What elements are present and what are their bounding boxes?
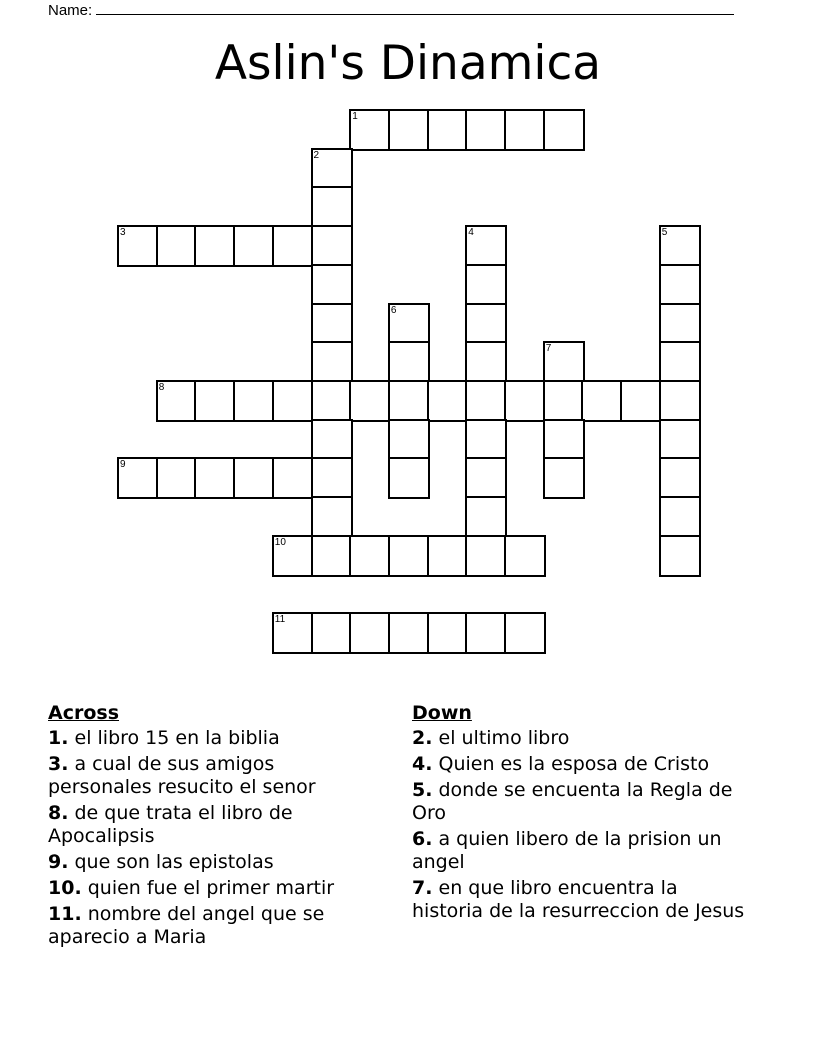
grid-cell[interactable] — [233, 225, 275, 267]
clue-down — [412, 753, 752, 776]
grid-cell[interactable] — [272, 612, 314, 654]
cell-number: 10 — [274, 536, 286, 548]
grid-cell[interactable] — [349, 535, 391, 577]
grid-cell[interactable] — [194, 380, 236, 422]
grid-cell[interactable] — [465, 264, 507, 306]
page-title: Aslin's Dinamica — [214, 36, 602, 91]
cell-number: 9 — [120, 459, 126, 471]
clue-across — [48, 903, 378, 949]
clue-text: en que libro encuentra la historia de la resurreccion de Jesus — [412, 877, 745, 922]
grid-cell[interactable] — [311, 186, 353, 228]
grid-cell[interactable] — [311, 303, 353, 345]
grid-cell[interactable] — [311, 341, 353, 383]
grid-cell[interactable] — [465, 225, 507, 267]
grid-cell[interactable] — [659, 457, 701, 499]
grid-cell[interactable] — [388, 341, 430, 383]
down-heading: Down — [412, 702, 472, 724]
grid-cell[interactable] — [465, 612, 507, 654]
clue-text: Quien es la esposa de Cristo — [438, 753, 710, 775]
down-clues — [412, 702, 752, 926]
grid-cell[interactable] — [504, 380, 546, 422]
clue-text: que son las epistolas — [74, 851, 274, 873]
grid-cell[interactable] — [659, 341, 701, 383]
grid-cell[interactable] — [117, 225, 159, 267]
grid-cell[interactable] — [388, 109, 430, 151]
grid-cell[interactable] — [349, 380, 391, 422]
grid-cell[interactable] — [388, 612, 430, 654]
grid-cell[interactable] — [233, 457, 275, 499]
grid-cell[interactable] — [427, 109, 469, 151]
grid-cell[interactable] — [272, 225, 314, 267]
cell-number: 3 — [120, 227, 126, 239]
cell-number: 7 — [545, 343, 552, 355]
clue-down — [412, 727, 752, 750]
grid-cell[interactable] — [388, 419, 430, 461]
clue-down — [412, 877, 752, 923]
grid-cell[interactable] — [465, 303, 507, 345]
grid-cell[interactable] — [272, 457, 314, 499]
clue-number: 5. — [412, 779, 433, 801]
grid-cell[interactable] — [465, 457, 507, 499]
cell-number: 2 — [313, 149, 320, 161]
clue-across — [48, 851, 378, 874]
grid-cell[interactable] — [194, 225, 236, 267]
grid-cell[interactable] — [311, 380, 353, 422]
grid-cell[interactable] — [388, 380, 430, 422]
clue-across — [48, 877, 378, 900]
grid-cell[interactable] — [311, 612, 353, 654]
clue-text: a quien libero de la prision un angel — [412, 828, 722, 873]
grid-cell[interactable] — [581, 380, 623, 422]
grid-cell[interactable] — [156, 225, 198, 267]
across-clues — [48, 702, 378, 952]
grid-cell[interactable] — [659, 535, 701, 577]
grid-cell[interactable] — [311, 264, 353, 306]
clue-number: 4. — [412, 753, 433, 775]
grid-cell[interactable] — [427, 380, 469, 422]
grid-cell[interactable] — [194, 457, 236, 499]
clue-across — [48, 727, 378, 750]
grid-cell[interactable] — [388, 457, 430, 499]
cell-number: 11 — [274, 614, 286, 626]
grid-cell[interactable] — [659, 303, 701, 345]
cell-number: 6 — [390, 304, 397, 316]
grid-cell[interactable] — [659, 419, 701, 461]
grid-cell[interactable] — [465, 496, 507, 538]
clue-number: 3. — [48, 753, 69, 775]
grid-cell[interactable] — [311, 419, 353, 461]
grid-cell[interactable] — [349, 109, 391, 151]
grid-cell[interactable] — [659, 225, 701, 267]
grid-cell[interactable] — [465, 341, 507, 383]
grid-cell[interactable] — [659, 264, 701, 306]
grid-cell[interactable] — [272, 380, 314, 422]
grid-cell[interactable] — [311, 457, 353, 499]
cell-number: 5 — [661, 227, 668, 239]
clue-number: 9. — [48, 851, 69, 873]
clue-text: el libro 15 en la biblia — [74, 727, 280, 749]
clue-number: 8. — [48, 802, 69, 824]
grid-cell[interactable] — [311, 225, 353, 267]
grid-cell[interactable] — [504, 109, 546, 151]
clue-number: 2. — [412, 727, 433, 749]
grid-cell[interactable] — [659, 380, 701, 422]
grid-cell[interactable] — [311, 496, 353, 538]
clue-text: nombre del angel que se aparecio a Maria — [48, 903, 325, 948]
grid-cell[interactable] — [117, 457, 159, 499]
grid-cell[interactable] — [465, 535, 507, 577]
clue-down — [412, 828, 752, 874]
grid-cell[interactable] — [543, 341, 585, 383]
clue-number: 11. — [48, 903, 82, 925]
grid-cell[interactable] — [465, 380, 507, 422]
grid-cell[interactable] — [156, 457, 198, 499]
clue-text: donde se encuenta la Regla de Oro — [412, 779, 733, 824]
name-label: Name: — [48, 2, 93, 19]
clue-number: 6. — [412, 828, 433, 850]
name-field — [48, 0, 734, 20]
grid-cell[interactable] — [504, 612, 546, 654]
grid-cell[interactable] — [465, 419, 507, 461]
clue-text: de que trata el libro de Apocalipsis — [48, 802, 293, 847]
grid-cell[interactable] — [543, 380, 585, 422]
grid-cell[interactable] — [233, 380, 275, 422]
grid-cell[interactable] — [388, 535, 430, 577]
clue-number: 7. — [412, 877, 433, 899]
grid-cell[interactable] — [427, 612, 469, 654]
grid-cell[interactable] — [543, 109, 585, 151]
grid-cell[interactable] — [543, 457, 585, 499]
grid-cell[interactable] — [465, 109, 507, 151]
clue-down — [412, 779, 752, 825]
clue-text: el ultimo libro — [438, 727, 570, 749]
grid-cell[interactable] — [156, 380, 198, 422]
cell-number: 4 — [468, 227, 474, 239]
grid-cell[interactable] — [427, 535, 469, 577]
clue-across — [48, 753, 378, 799]
clue-number: 1. — [48, 727, 69, 749]
grid-cell[interactable] — [504, 535, 546, 577]
grid-cell[interactable] — [388, 303, 430, 345]
grid-cell[interactable] — [272, 535, 314, 577]
clue-number: 10. — [48, 877, 82, 899]
clue-across — [48, 802, 378, 848]
grid-cell[interactable] — [659, 496, 701, 538]
grid-cell[interactable] — [311, 535, 353, 577]
grid-cell[interactable] — [311, 148, 353, 190]
grid-cell[interactable] — [543, 419, 585, 461]
clue-text: a cual de sus amigos personales resucito el senor — [48, 753, 316, 798]
name-underline — [96, 0, 734, 15]
cell-number: 8 — [158, 381, 165, 393]
grid-cell[interactable] — [349, 612, 391, 654]
clue-text: quien fue el primer martir — [87, 877, 335, 899]
across-heading: Across — [48, 702, 120, 724]
grid-cell[interactable] — [620, 380, 662, 422]
cell-number: 1 — [352, 111, 358, 122]
